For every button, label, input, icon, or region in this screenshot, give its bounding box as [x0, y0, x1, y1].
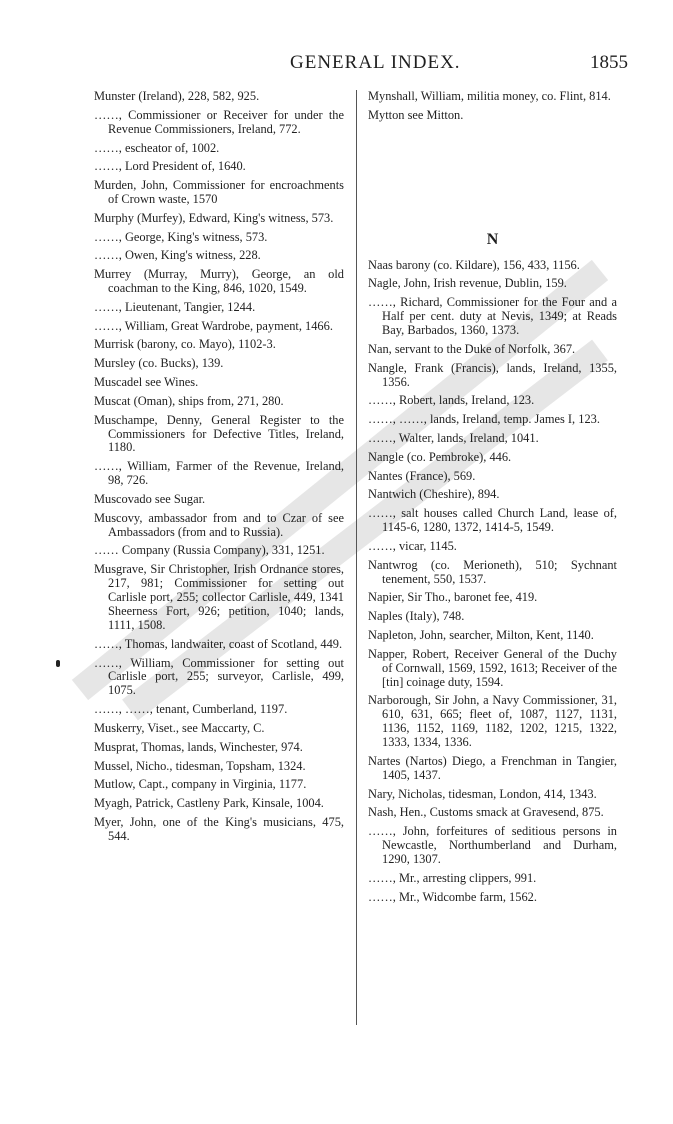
index-entry: ……, Lord President of, 1640.	[94, 159, 246, 174]
index-entry: Mynshall, William, militia money, co. Flint, 814.	[368, 89, 611, 103]
index-entry: Mutlow, Capt., company in Virginia, 1177.	[94, 777, 307, 792]
index-entry: Mussel, Nicho., tidesman, Topsham, 1324.	[94, 758, 306, 773]
index-entry: Narborough, Sir John, a Navy Commissioner, 31, 610, 631, 665; fleet of, 1087, 1127, 1131, 1136, 1152, 1169, 1182, 1202, 1215, 1322, 1333, 1334, 1336.	[368, 693, 617, 750]
index-entry: Musprat, Thomas, lands, Winchester, 974.	[94, 739, 303, 754]
page-header	[0, 52, 673, 76]
index-entry: ……, John, forfeitures of seditious persons in Newcastle, Northumberland and Durham, 1290, 1307.	[368, 824, 617, 866]
index-entry: Mursley (co. Bucks), 139.	[94, 356, 224, 371]
index-entry: Murphy (Murfey), Edward, King's witness, 573.	[94, 210, 334, 225]
section-letter-heading: N	[486, 230, 499, 248]
index-entry: ……, Robert, lands, Ireland, 123.	[368, 393, 535, 408]
index-entry: Murrey (Murray, Murry), George, an old coachman to the King, 846, 1020, 1549.	[94, 267, 344, 296]
index-entry: Napleton, John, searcher, Milton, Kent, 1140.	[368, 627, 594, 642]
index-entry: ……, William, Commissioner for setting out Carlisle port, 255; surveyor, Carlisle, 499, 1075.	[94, 655, 344, 698]
page-number: 1855	[590, 52, 628, 73]
index-entry: Mytton see Mitton.	[368, 107, 464, 122]
index-entry: Nangle, Frank (Francis), lands, Ireland, 1355, 1356.	[368, 360, 617, 389]
index-entry: Munster (Ireland), 228, 582, 925.	[94, 89, 260, 103]
index-entry: Muscovado see Sugar.	[94, 491, 206, 506]
index-entry: ……, vicar, 1145.	[368, 538, 457, 553]
index-entry: ……, Richard, Commissioner for the Four and a Half per cent. duty at Nevis, 1349; at Reads Bay, Barbados, 1360, 1373.	[368, 295, 617, 338]
right-index-column	[368, 90, 617, 909]
index-entry: Nantwich (Cheshire), 894.	[368, 487, 500, 502]
index-entry: ……, Mr., arresting clippers, 991.	[368, 870, 537, 885]
index-entry: ……, escheator of, 1002.	[94, 140, 220, 155]
left-index-column	[94, 90, 344, 849]
index-entry: Naples (Italy), 748.	[368, 609, 465, 624]
index-entry: Napper, Robert, Receiver General of the Duchy of Cornwall, 1569, 1592, 1613; Receiver of the [tin] coinage duty, 1594.	[368, 646, 617, 689]
index-entry: Nan, servant to the Duke of Norfolk, 367.	[368, 341, 576, 356]
index-entry: Nagle, John, Irish revenue, Dublin, 159.	[368, 276, 567, 291]
index-entry: ……, salt houses called Church Land, lease of, 1145-6, 1280, 1372, 1414-5, 1549.	[368, 506, 617, 534]
index-entry: ……, Mr., Widcombe farm, 1562.	[368, 889, 537, 904]
index-entry: Muscadel see Wines.	[94, 375, 199, 390]
index-entry: Musgrave, Sir Christopher, Irish Ordnance stores, 217, 981; Commissioner for setting out Carlisle port, 255; collector Carlisle, 449, 1341 Sheerness Fort, 926; petition, 1040; lands, 1111, 1508.	[94, 562, 344, 632]
index-entry: Muscat (Oman), ships from, 271, 280.	[94, 393, 284, 408]
running-title: GENERAL INDEX.	[290, 52, 461, 73]
index-entry: Napier, Sir Tho., baronet fee, 419.	[368, 590, 538, 605]
index-entry: Myagh, Patrick, Castleny Park, Kinsale, 1004.	[94, 796, 324, 811]
index-entry: ……, ……, tenant, Cumberland, 1197.	[94, 702, 288, 717]
index-entry: Nary, Nicholas, tidesman, London, 414, 1343.	[368, 786, 597, 801]
index-entry: …… Company (Russia Company), 331, 1251.	[94, 543, 325, 558]
index-entry: Nash, Hen., Customs smack at Gravesend, 875.	[368, 805, 604, 820]
index-entry: Naas barony (co. Kildare), 156, 433, 1156.	[368, 257, 580, 272]
index-entry: ……, Lieutenant, Tangier, 1244.	[94, 299, 256, 314]
index-entry: Nartes (Nartos) Diego, a Frenchman in Tangier, 1405, 1437.	[368, 753, 617, 782]
index-entry: ……, Owen, King's witness, 228.	[94, 248, 261, 263]
index-entry: ……, George, King's witness, 573.	[94, 229, 268, 244]
index-entry: Myer, John, one of the King's musicians, 475, 544.	[94, 814, 344, 843]
index-entry: ……, Thomas, landwaiter, coast of Scotland, 449.	[94, 636, 343, 651]
index-entry: Nangle (co. Pembroke), 446.	[368, 449, 512, 464]
index-entry: Muschampe, Denny, General Register to the Commissioners for Defective Titles, Ireland, 1180.	[94, 412, 344, 455]
index-entry: Murrisk (barony, co. Mayo), 1102-3.	[94, 337, 276, 352]
index-entry: ……, William, Great Wardrobe, payment, 1466.	[94, 318, 333, 333]
index-entry: Muskerry, Viset., see Maccarty, C.	[94, 720, 265, 735]
index-entry: ……, Commissioner or Receiver for under the Revenue Commissioners, Ireland, 772.	[94, 107, 344, 136]
index-entry: Murden, John, Commissioner for encroachments of Crown waste, 1570	[94, 178, 344, 206]
index-entry: Nantwrog (co. Merioneth), 510; Sychnant tenement, 550, 1537.	[368, 557, 617, 586]
index-entry: ……, Walter, lands, Ireland, 1041.	[368, 430, 539, 445]
index-entry: Muscovy, ambassador from and to Czar of see Ambassadors (from and to Russia).	[94, 510, 344, 539]
index-entry: ……, William, Farmer of the Revenue, Ireland, 98, 726.	[94, 459, 344, 488]
index-entry: Nantes (France), 569.	[368, 468, 476, 483]
index-entry: ……, ……, lands, Ireland, temp. James I, 123.	[368, 412, 600, 427]
margin-ink-spot	[56, 660, 60, 667]
column-divider	[356, 90, 357, 1025]
